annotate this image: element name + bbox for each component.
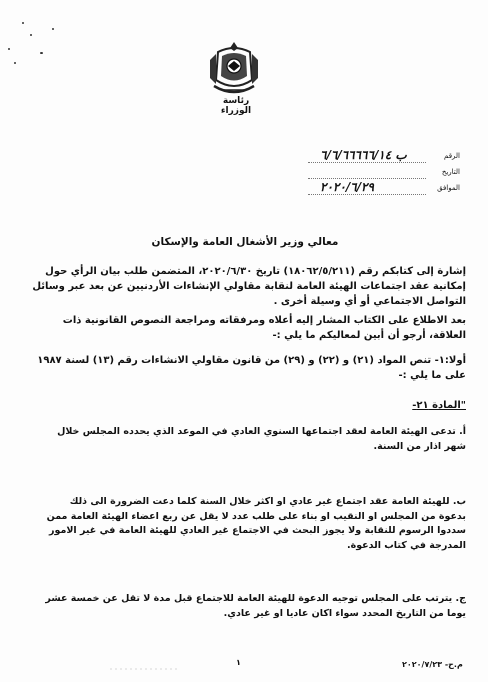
paragraph-first: أولا:١- تنص المواد (٢١) و (٢٢) و (٢٩) من قانون مقاولي الانشاءات رقم (١٣) لسنة ١٩٨٧ على ما يلي :- (37, 355, 466, 381)
footer-date-code: م.ح- ٢٠٢٠/٧/٢٣ (402, 660, 463, 669)
ref-number-handwritten: ب ٦/٦/٦٦٦٦٦/١٤ (320, 148, 407, 162)
ref-label-number: الرقم (444, 152, 460, 160)
ref-corresponding-handwritten: ٢٠٢٠/٦/٢٩ (320, 180, 374, 194)
ref-label-date: التاريخ (441, 168, 460, 176)
ref-line (308, 162, 426, 163)
ref-line (308, 178, 426, 179)
coat-of-arms-emblem (204, 40, 264, 98)
article-item-b: ب. للهيئة العامة عقد اجتماع غير عادي او اكثر خلال السنة كلما دعت الضرورة الى ذلك بدعوة من المجلس او النقيب او بناء على طلب عدد لا يقل عن ربع اعضاء الهيئة العامة ممن سددوا الرسوم للنقابة ولا يجوز البحث في الاجتماع غير العادي للهيئة العامة في غير الامور المدرجة في كتاب الدعوة. (46, 496, 466, 551)
article-title-text: "المادة ٢١- (412, 400, 466, 411)
letter-heading: معالي وزير الأشغال العامة والإسكان (151, 236, 339, 248)
office-name: رئاسة الوزراء (220, 96, 252, 116)
ref-label-corresponding: الموافق (437, 184, 460, 192)
page-number: ١ (236, 658, 241, 667)
paragraph-reference: إشارة إلى كتابكم رقم (١٨٠٦٢/٥/٢١١) تاريخ ٢٠٢٠/٦/٣٠، المتضمن طلب بيان الرأي حول إمكانية عقد اجتماعات الهيئة العامة لنقابة مقاولي الإنشاءات الأردنيين عن بعد عبر وسائل التواصل الاجتماعي أو أي وسيلة أخرى . (32, 266, 466, 307)
faint-scan-mark (110, 664, 180, 674)
article-title (250, 398, 466, 413)
paragraph-review: بعد الاطلاع على الكتاب المشار إليه أعلاه ومرفقاته ومراجعة النصوص القانونية ذات العلاقة، أرجو أن أبين لمعاليكم ما يلي :- (62, 315, 466, 341)
ref-line (308, 194, 426, 195)
article-item-c: ج. يترتب على المجلس توجيه الدعوة للهيئة العامة للاجتماع قبل مدة لا تقل عن خمسة عشر يوما من التاريخ المحدد سواء اكان عاديا او غير عادي. (45, 593, 466, 619)
article-item-a: أ. تدعى الهيئة العامة لعقد اجتماعها السنوي العادي في الموعد الذي يحدده المجلس خلال شهر اذار من السنة. (57, 426, 466, 452)
